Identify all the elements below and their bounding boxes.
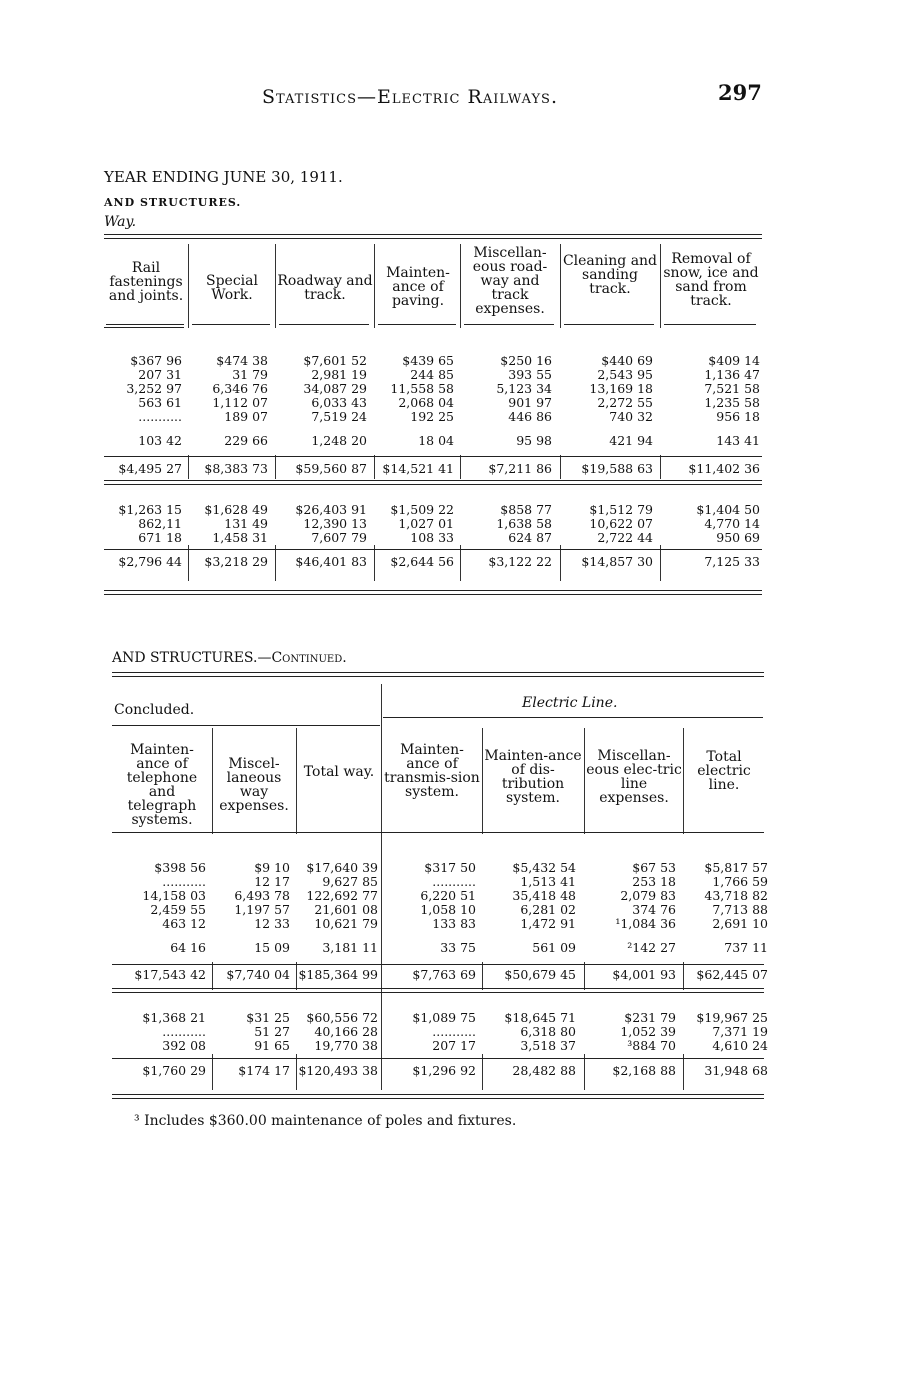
rule-line bbox=[112, 672, 764, 673]
table-cell: $62,445 07 bbox=[696, 967, 768, 982]
rule-line bbox=[104, 480, 762, 481]
table-cell: 5,123 34 bbox=[496, 381, 552, 396]
table-cell: $858 77 bbox=[500, 502, 552, 517]
table-cell: $18,645 71 bbox=[504, 1010, 576, 1025]
table-cell: $231 79 bbox=[624, 1010, 676, 1025]
table-cell: 956 18 bbox=[716, 409, 760, 424]
table-cell: 10,622 07 bbox=[589, 516, 653, 531]
table-cell: 31 79 bbox=[232, 367, 268, 382]
table-cell: 21,601 08 bbox=[314, 902, 378, 917]
table-cell: 1,513 41 bbox=[520, 874, 576, 889]
table-cell: $14,521 41 bbox=[382, 461, 454, 476]
column-divider bbox=[584, 962, 585, 990]
table-cell: 10,621 79 bbox=[314, 916, 378, 931]
column-divider bbox=[482, 962, 483, 990]
column-divider bbox=[482, 728, 483, 834]
table-cell: ²142 27 bbox=[627, 940, 676, 955]
continued-heading: AND STRUCTURES.—Continued. bbox=[112, 650, 347, 666]
column-divider bbox=[460, 545, 461, 581]
rule-line bbox=[664, 324, 756, 325]
table-cell: 91 65 bbox=[254, 1038, 290, 1053]
table-cell: $1,628 49 bbox=[204, 502, 268, 517]
table-cell: 6,493 78 bbox=[234, 888, 290, 903]
table-cell: $474 38 bbox=[216, 353, 268, 368]
table-cell: 393 55 bbox=[508, 367, 552, 382]
table-cell: 2,068 04 bbox=[398, 395, 454, 410]
table-cell: 2,459 55 bbox=[150, 902, 206, 917]
table-cell: 1,235 58 bbox=[704, 395, 760, 410]
table-cell: 31,948 68 bbox=[704, 1063, 768, 1078]
column-divider bbox=[296, 962, 297, 990]
table-cell: 7,713 88 bbox=[712, 902, 768, 917]
table-cell: $1,760 29 bbox=[142, 1063, 206, 1078]
rule-line bbox=[104, 549, 762, 550]
table-cell: $60,556 72 bbox=[306, 1010, 378, 1025]
rule-line bbox=[112, 992, 764, 993]
table-cell: 561 09 bbox=[532, 940, 576, 955]
table-cell: 1,136 47 bbox=[704, 367, 760, 382]
table-cell: 421 94 bbox=[609, 433, 653, 448]
table-cell: 3,181 11 bbox=[322, 940, 378, 955]
table-cell: 34,087 29 bbox=[303, 381, 367, 396]
table-cell: $2,168 88 bbox=[612, 1063, 676, 1078]
table-cell: $1,509 22 bbox=[390, 502, 454, 517]
table-cell: $7,211 86 bbox=[488, 461, 552, 476]
table-cell: 51 27 bbox=[254, 1024, 290, 1039]
table-cell: 624 87 bbox=[508, 530, 552, 545]
table-cell: 7,521 58 bbox=[704, 381, 760, 396]
table-cell: 143 41 bbox=[716, 433, 760, 448]
concluded-label: Concluded. bbox=[114, 702, 195, 718]
table-cell: $17,543 42 bbox=[134, 967, 206, 982]
rule-line bbox=[104, 594, 762, 595]
column-header: Mainten-ance of paving. bbox=[386, 265, 450, 309]
table-cell: 2,272 55 bbox=[597, 395, 653, 410]
table-cell: $439 65 bbox=[402, 353, 454, 368]
rule-line bbox=[112, 725, 380, 726]
table-cell: 15 09 bbox=[254, 940, 290, 955]
running-title: Statistics—Electric Railways. bbox=[262, 86, 558, 108]
table-cell: 1,766 59 bbox=[712, 874, 768, 889]
table-cell: 6,220 51 bbox=[420, 888, 476, 903]
table-cell: 950 69 bbox=[716, 530, 760, 545]
table-cell: 7,607 79 bbox=[311, 530, 367, 545]
table-cell: ........... bbox=[162, 874, 206, 889]
table-cell: 1,058 10 bbox=[420, 902, 476, 917]
column-header: Total way. bbox=[303, 764, 375, 780]
table-cell: 4,770 14 bbox=[704, 516, 760, 531]
column-divider bbox=[381, 684, 382, 1090]
rule-line bbox=[112, 964, 764, 965]
table-cell: 671 18 bbox=[138, 530, 182, 545]
column-header: Rail fastenings and joints. bbox=[108, 260, 184, 304]
table-cell: 207 17 bbox=[432, 1038, 476, 1053]
table-cell: 35,418 48 bbox=[512, 888, 576, 903]
column-divider bbox=[188, 455, 189, 479]
table-cell: $7,740 04 bbox=[226, 967, 290, 982]
table-cell: 95 98 bbox=[516, 433, 552, 448]
table-cell: $4,495 27 bbox=[118, 461, 182, 476]
table-cell: 207 31 bbox=[138, 367, 182, 382]
table-cell: 12,390 13 bbox=[303, 516, 367, 531]
table-cell: 1,112 07 bbox=[212, 395, 268, 410]
rule-line bbox=[112, 676, 764, 677]
column-divider bbox=[683, 728, 684, 834]
table-cell: 2,079 83 bbox=[620, 888, 676, 903]
table-cell: 33 75 bbox=[440, 940, 476, 955]
table-cell: $14,857 30 bbox=[581, 554, 653, 569]
table-cell: 1,638 58 bbox=[496, 516, 552, 531]
table-cell: $50,679 45 bbox=[504, 967, 576, 982]
column-header: Roadway and track. bbox=[277, 273, 373, 303]
column-divider bbox=[660, 244, 661, 328]
table-cell: 2,543 95 bbox=[597, 367, 653, 382]
rule-line bbox=[378, 324, 456, 325]
table-cell: $1,368 21 bbox=[142, 1010, 206, 1025]
rule-line bbox=[104, 238, 762, 239]
table-cell: $440 69 bbox=[601, 353, 653, 368]
column-header: Miscel-laneous way expenses. bbox=[219, 756, 289, 814]
table-cell: 740 32 bbox=[609, 409, 653, 424]
rule-line bbox=[192, 324, 270, 325]
table-cell: $174 17 bbox=[238, 1063, 290, 1078]
column-divider bbox=[374, 244, 375, 328]
table-cell: 122,692 77 bbox=[306, 888, 378, 903]
table-cell: $2,796 44 bbox=[118, 554, 182, 569]
rule-line bbox=[112, 1094, 764, 1095]
rule-line bbox=[112, 988, 764, 989]
table-cell: 3,518 37 bbox=[520, 1038, 576, 1053]
table-cell: 7,371 19 bbox=[712, 1024, 768, 1039]
column-divider bbox=[212, 962, 213, 990]
table-cell: 253 18 bbox=[632, 874, 676, 889]
table-cell: 6,033 43 bbox=[311, 395, 367, 410]
table-cell: 19,770 38 bbox=[314, 1038, 378, 1053]
table-cell: 133 83 bbox=[432, 916, 476, 931]
table-cell: 1,458 31 bbox=[212, 530, 268, 545]
table-cell: 901 97 bbox=[508, 395, 552, 410]
table-cell: $3,218 29 bbox=[204, 554, 268, 569]
table-cell: $317 50 bbox=[424, 860, 476, 875]
table-cell: 1,052 39 bbox=[620, 1024, 676, 1039]
column-header: Miscellan-eous elec-tric line expenses. bbox=[586, 748, 682, 806]
electric-line-label: Electric Line. bbox=[522, 695, 618, 711]
table-cell: 28,482 88 bbox=[512, 1063, 576, 1078]
table-cell: 108 33 bbox=[410, 530, 454, 545]
table-cell: 13,169 18 bbox=[589, 381, 653, 396]
table-cell: 446 86 bbox=[508, 409, 552, 424]
table-cell: $1,089 75 bbox=[412, 1010, 476, 1025]
table-cell: 14,158 03 bbox=[142, 888, 206, 903]
table-cell: $17,640 39 bbox=[306, 860, 378, 875]
column-divider bbox=[212, 728, 213, 834]
footnote: ³ Includes $360.00 maintenance of poles and fixtures. bbox=[134, 1113, 517, 1129]
column-header: Total electric line. bbox=[697, 749, 751, 793]
table-cell: $409 14 bbox=[708, 353, 760, 368]
table-cell: 244 85 bbox=[410, 367, 454, 382]
column-divider bbox=[584, 728, 585, 834]
column-header: Mainten-ance of transmis-sion system. bbox=[384, 742, 480, 800]
table-cell: 103 42 bbox=[138, 433, 182, 448]
table-cell: $19,588 63 bbox=[581, 461, 653, 476]
table-cell: ........... bbox=[138, 409, 182, 424]
column-divider bbox=[683, 962, 684, 990]
table-cell: $398 56 bbox=[154, 860, 206, 875]
column-divider bbox=[296, 728, 297, 834]
rule-line bbox=[112, 1098, 764, 1099]
rule-line bbox=[112, 832, 764, 833]
table-cell: $11,402 36 bbox=[688, 461, 760, 476]
table-cell: 7,519 24 bbox=[311, 409, 367, 424]
table-cell: $367 96 bbox=[130, 353, 182, 368]
column-header: Mainten-ance of dis-tribution system. bbox=[484, 748, 582, 806]
table-cell: 131 49 bbox=[224, 516, 268, 531]
table-cell: $5,817 57 bbox=[704, 860, 768, 875]
table-cell: 392 08 bbox=[162, 1038, 206, 1053]
column-header: Mainten-ance of telephone and telegraph systems. bbox=[126, 742, 198, 828]
table-cell: $19,967 25 bbox=[696, 1010, 768, 1025]
table-cell: $46,401 83 bbox=[295, 554, 367, 569]
table-cell: ........... bbox=[432, 874, 476, 889]
column-divider bbox=[660, 455, 661, 479]
column-divider bbox=[374, 545, 375, 581]
table-cell: 43,718 82 bbox=[704, 888, 768, 903]
table-cell: ........... bbox=[162, 1024, 206, 1039]
table-cell: 11,558 58 bbox=[390, 381, 454, 396]
table-cell: 1,472 91 bbox=[520, 916, 576, 931]
column-divider bbox=[374, 455, 375, 479]
table-cell: $2,644 56 bbox=[390, 554, 454, 569]
page-number: 297 bbox=[718, 80, 762, 105]
table-cell: 6,318 80 bbox=[520, 1024, 576, 1039]
table-cell: ........... bbox=[432, 1024, 476, 1039]
rule-line bbox=[104, 456, 762, 457]
rule-line bbox=[112, 1058, 764, 1059]
table-cell: 4,610 24 bbox=[712, 1038, 768, 1053]
table-cell: 9,627 85 bbox=[322, 874, 378, 889]
table-cell: $1,296 92 bbox=[412, 1063, 476, 1078]
column-divider bbox=[296, 1054, 297, 1090]
table-cell: 463 12 bbox=[162, 916, 206, 931]
table-cell: 6,346 76 bbox=[212, 381, 268, 396]
column-header: Cleaning and sanding track. bbox=[562, 253, 658, 297]
table-cell: 2,691 10 bbox=[712, 916, 768, 931]
table-cell: ¹1,084 36 bbox=[615, 916, 676, 931]
rule-line bbox=[279, 324, 369, 325]
table-cell: 192 25 bbox=[410, 409, 454, 424]
column-header: Special Work. bbox=[206, 273, 258, 303]
table-cell: 12 33 bbox=[254, 916, 290, 931]
column-divider bbox=[460, 455, 461, 479]
table-cell: $250 16 bbox=[500, 353, 552, 368]
table-cell: 1,027 01 bbox=[398, 516, 454, 531]
column-header: Removal of snow, ice and sand from track. bbox=[663, 251, 759, 309]
column-header: Miscellan-eous road-way and track expenses. bbox=[472, 245, 548, 317]
rule-line bbox=[104, 484, 762, 485]
table-cell: $8,383 73 bbox=[204, 461, 268, 476]
table-cell: 189 07 bbox=[224, 409, 268, 424]
table-cell: $7,763 69 bbox=[412, 967, 476, 982]
rule-line bbox=[104, 234, 762, 235]
table-cell: $5,432 54 bbox=[512, 860, 576, 875]
table-cell: 7,125 33 bbox=[704, 554, 760, 569]
table-cell: $7,601 52 bbox=[303, 353, 367, 368]
table-cell: $31 25 bbox=[246, 1010, 290, 1025]
rule-line bbox=[564, 324, 654, 325]
table-cell: 12 17 bbox=[254, 874, 290, 889]
table-cell: 374 76 bbox=[632, 902, 676, 917]
table-cell: $26,403 91 bbox=[295, 502, 367, 517]
table-cell: 3,252 97 bbox=[126, 381, 182, 396]
rule-line bbox=[464, 324, 554, 325]
rule-line bbox=[106, 324, 184, 325]
table-cell: 229 66 bbox=[224, 433, 268, 448]
table-cell: 18 04 bbox=[418, 433, 454, 448]
rule-line bbox=[383, 717, 763, 718]
year-heading: YEAR ENDING JUNE 30, 1911. bbox=[104, 168, 343, 186]
column-divider bbox=[275, 545, 276, 581]
table-cell: 64 16 bbox=[170, 940, 206, 955]
table-cell: 6,281 02 bbox=[520, 902, 576, 917]
column-divider bbox=[683, 1054, 684, 1090]
table-cell: $9 10 bbox=[254, 860, 290, 875]
table-cell: 737 11 bbox=[724, 940, 768, 955]
column-divider bbox=[560, 545, 561, 581]
rule-line bbox=[104, 590, 762, 591]
column-divider bbox=[275, 455, 276, 479]
column-divider bbox=[188, 545, 189, 581]
subsection-heading: Way. bbox=[104, 214, 137, 230]
column-divider bbox=[560, 455, 561, 479]
table-cell: $1,263 15 bbox=[118, 502, 182, 517]
table-cell: $59,560 87 bbox=[295, 461, 367, 476]
column-divider bbox=[560, 244, 561, 328]
table-cell: 1,248 20 bbox=[311, 433, 367, 448]
column-divider bbox=[482, 1054, 483, 1090]
table-cell: 862,11 bbox=[138, 516, 182, 531]
table-cell: 2,981 19 bbox=[311, 367, 367, 382]
section-heading: AND STRUCTURES. bbox=[104, 196, 242, 209]
table-cell: $4,001 93 bbox=[612, 967, 676, 982]
table-cell: $120,493 38 bbox=[298, 1063, 378, 1078]
table-cell: $1,404 50 bbox=[696, 502, 760, 517]
table-cell: 40,166 28 bbox=[314, 1024, 378, 1039]
table-cell: $3,122 22 bbox=[488, 554, 552, 569]
table-cell: $185,364 99 bbox=[298, 967, 378, 982]
column-divider bbox=[460, 244, 461, 328]
table-cell: 563 61 bbox=[138, 395, 182, 410]
column-divider bbox=[275, 244, 276, 328]
table-cell: 2,722 44 bbox=[597, 530, 653, 545]
column-divider bbox=[660, 545, 661, 581]
table-cell: $67 53 bbox=[632, 860, 676, 875]
table-cell: 1,197 57 bbox=[234, 902, 290, 917]
column-divider bbox=[212, 1054, 213, 1090]
table-cell: ³884 70 bbox=[627, 1038, 676, 1053]
table-cell: $1,512 79 bbox=[589, 502, 653, 517]
rule-line bbox=[104, 327, 184, 328]
column-divider bbox=[584, 1054, 585, 1090]
column-divider bbox=[188, 244, 189, 328]
